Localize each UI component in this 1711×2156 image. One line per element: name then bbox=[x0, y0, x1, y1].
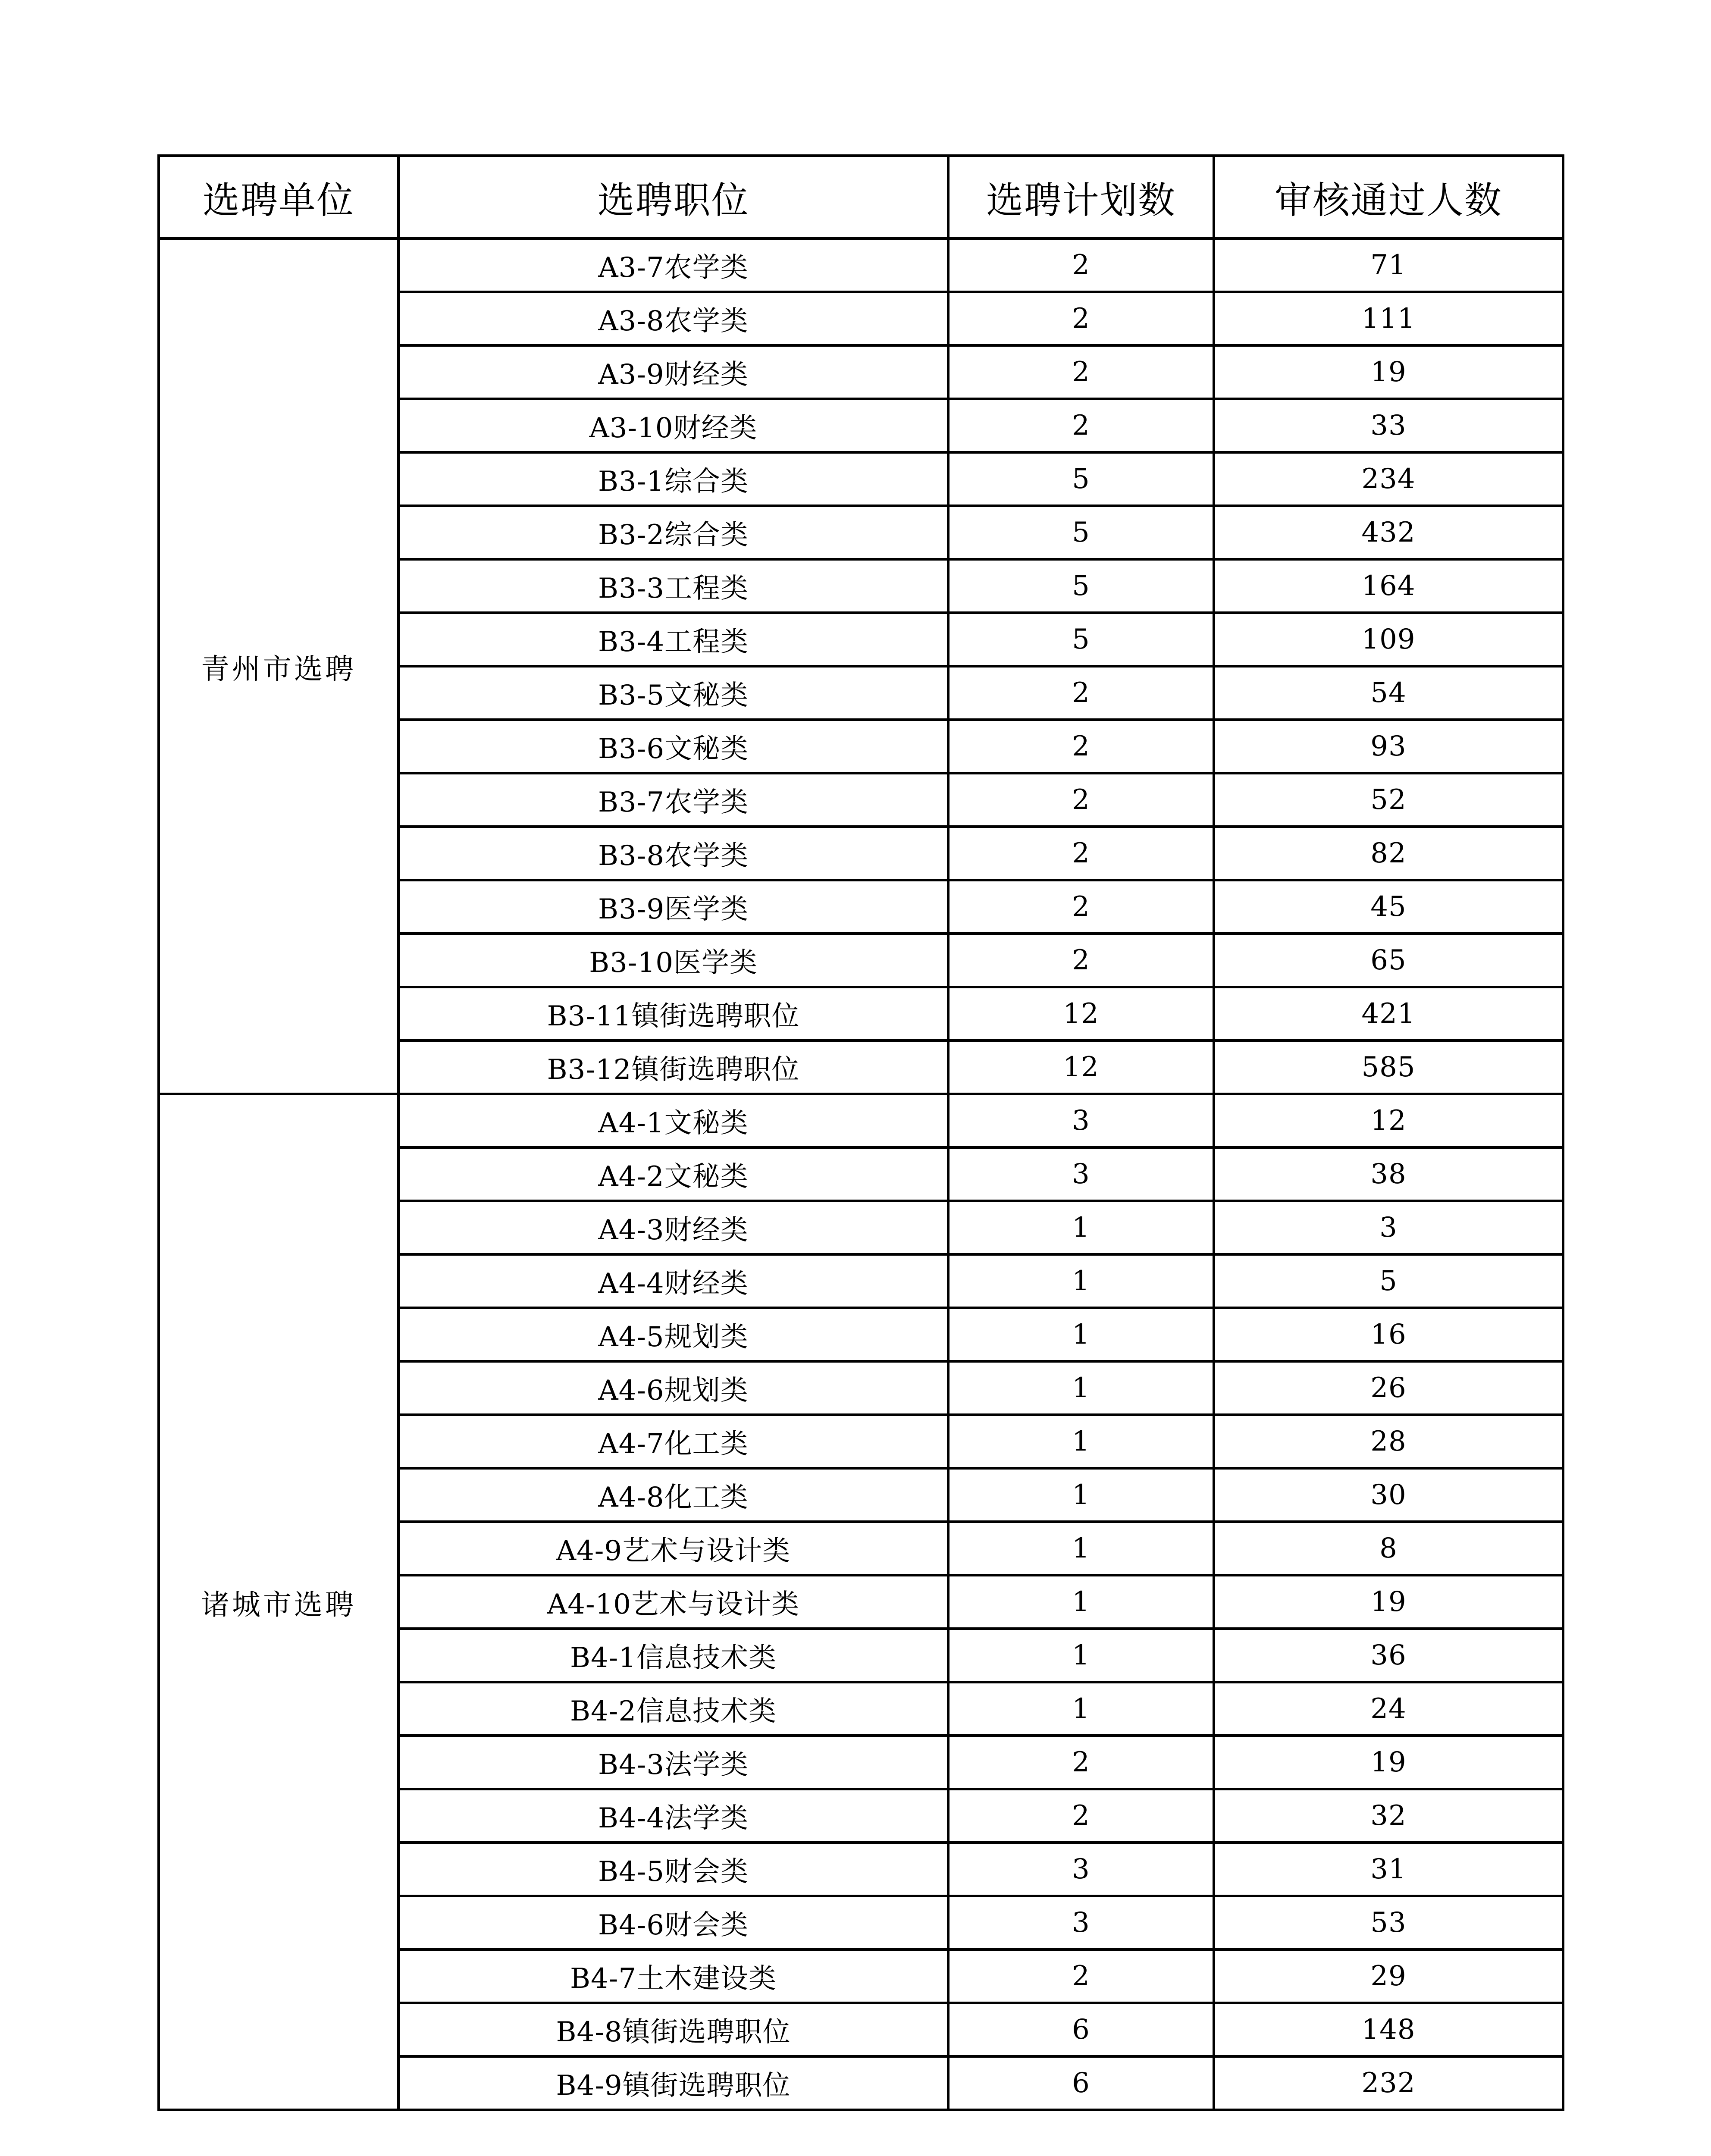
header-unit: 选聘单位 bbox=[159, 156, 398, 238]
passed-count-cell: 36 bbox=[1214, 1629, 1563, 1682]
passed-count-cell: 8 bbox=[1214, 1522, 1563, 1575]
unit-cell: 青州市选聘 bbox=[159, 238, 398, 1094]
passed-count-cell: 32 bbox=[1214, 1789, 1563, 1843]
plan-count-cell: 2 bbox=[948, 934, 1214, 987]
plan-count-cell: 2 bbox=[948, 238, 1214, 292]
passed-count-cell: 71 bbox=[1214, 238, 1563, 292]
position-cell: A4-7化工类 bbox=[398, 1415, 948, 1468]
plan-count-cell: 12 bbox=[948, 987, 1214, 1040]
plan-count-cell: 1 bbox=[948, 1682, 1214, 1736]
position-cell: B3-10医学类 bbox=[398, 934, 948, 987]
plan-count-cell: 3 bbox=[948, 1843, 1214, 1896]
position-cell: A4-2文秘类 bbox=[398, 1147, 948, 1201]
passed-count-cell: 24 bbox=[1214, 1682, 1563, 1736]
plan-count-cell: 2 bbox=[948, 720, 1214, 773]
passed-count-cell: 16 bbox=[1214, 1308, 1563, 1361]
passed-count-cell: 31 bbox=[1214, 1843, 1563, 1896]
plan-count-cell: 3 bbox=[948, 1896, 1214, 1949]
position-cell: A3-8农学类 bbox=[398, 292, 948, 345]
plan-count-cell: 1 bbox=[948, 1201, 1214, 1254]
plan-count-cell: 1 bbox=[948, 1254, 1214, 1308]
position-cell: B3-8农学类 bbox=[398, 827, 948, 880]
table-body bbox=[159, 238, 1563, 2110]
header-plan-count: 选聘计划数 bbox=[948, 156, 1214, 238]
passed-count-cell: 52 bbox=[1214, 773, 1563, 827]
passed-count-cell: 38 bbox=[1214, 1147, 1563, 1201]
position-cell: A3-9财经类 bbox=[398, 345, 948, 399]
plan-count-cell: 5 bbox=[948, 559, 1214, 613]
passed-count-cell: 111 bbox=[1214, 292, 1563, 345]
header-passed-count: 审核通过人数 bbox=[1214, 156, 1563, 238]
passed-count-cell: 29 bbox=[1214, 1949, 1563, 2003]
position-cell: B4-9镇街选聘职位 bbox=[398, 2056, 948, 2110]
plan-count-cell: 6 bbox=[948, 2003, 1214, 2056]
position-cell: B4-6财会类 bbox=[398, 1896, 948, 1949]
passed-count-cell: 26 bbox=[1214, 1361, 1563, 1415]
passed-count-cell: 45 bbox=[1214, 880, 1563, 934]
position-cell: B3-5文秘类 bbox=[398, 666, 948, 720]
passed-count-cell: 109 bbox=[1214, 613, 1563, 666]
plan-count-cell: 5 bbox=[948, 452, 1214, 506]
position-cell: A4-1文秘类 bbox=[398, 1094, 948, 1147]
plan-count-cell: 5 bbox=[948, 613, 1214, 666]
position-cell: A4-6规划类 bbox=[398, 1361, 948, 1415]
passed-count-cell: 164 bbox=[1214, 559, 1563, 613]
plan-count-cell: 2 bbox=[948, 345, 1214, 399]
position-cell: B3-3工程类 bbox=[398, 559, 948, 613]
plan-count-cell: 2 bbox=[948, 827, 1214, 880]
table-header-row bbox=[159, 156, 1563, 238]
plan-count-cell: 2 bbox=[948, 1736, 1214, 1789]
position-cell: A4-9艺术与设计类 bbox=[398, 1522, 948, 1575]
plan-count-cell: 3 bbox=[948, 1094, 1214, 1147]
plan-count-cell: 12 bbox=[948, 1040, 1214, 1094]
position-cell: B4-4法学类 bbox=[398, 1789, 948, 1843]
plan-count-cell: 1 bbox=[948, 1629, 1214, 1682]
passed-count-cell: 421 bbox=[1214, 987, 1563, 1040]
passed-count-cell: 232 bbox=[1214, 2056, 1563, 2110]
plan-count-cell: 2 bbox=[948, 399, 1214, 452]
passed-count-cell: 12 bbox=[1214, 1094, 1563, 1147]
passed-count-cell: 5 bbox=[1214, 1254, 1563, 1308]
passed-count-cell: 432 bbox=[1214, 506, 1563, 559]
passed-count-cell: 28 bbox=[1214, 1415, 1563, 1468]
plan-count-cell: 3 bbox=[948, 1147, 1214, 1201]
position-cell: A3-10财经类 bbox=[398, 399, 948, 452]
position-cell: B4-2信息技术类 bbox=[398, 1682, 948, 1736]
table-row bbox=[159, 1094, 1563, 1147]
passed-count-cell: 82 bbox=[1214, 827, 1563, 880]
plan-count-cell: 2 bbox=[948, 1949, 1214, 2003]
plan-count-cell: 1 bbox=[948, 1308, 1214, 1361]
plan-count-cell: 2 bbox=[948, 666, 1214, 720]
plan-count-cell: 1 bbox=[948, 1468, 1214, 1522]
header-position: 选聘职位 bbox=[398, 156, 948, 238]
position-cell: A4-5规划类 bbox=[398, 1308, 948, 1361]
plan-count-cell: 2 bbox=[948, 773, 1214, 827]
passed-count-cell: 19 bbox=[1214, 345, 1563, 399]
plan-count-cell: 1 bbox=[948, 1575, 1214, 1629]
position-cell: B3-12镇街选聘职位 bbox=[398, 1040, 948, 1094]
position-cell: B4-8镇街选聘职位 bbox=[398, 2003, 948, 2056]
passed-count-cell: 30 bbox=[1214, 1468, 1563, 1522]
passed-count-cell: 93 bbox=[1214, 720, 1563, 773]
passed-count-cell: 148 bbox=[1214, 2003, 1563, 2056]
position-cell: B4-1信息技术类 bbox=[398, 1629, 948, 1682]
plan-count-cell: 1 bbox=[948, 1361, 1214, 1415]
passed-count-cell: 585 bbox=[1214, 1040, 1563, 1094]
passed-count-cell: 65 bbox=[1214, 934, 1563, 987]
plan-count-cell: 1 bbox=[948, 1415, 1214, 1468]
position-cell: B3-7农学类 bbox=[398, 773, 948, 827]
position-cell: A4-10艺术与设计类 bbox=[398, 1575, 948, 1629]
position-cell: A4-4财经类 bbox=[398, 1254, 948, 1308]
passed-count-cell: 33 bbox=[1214, 399, 1563, 452]
unit-cell: 诸城市选聘 bbox=[159, 1094, 398, 2110]
position-cell: A3-7农学类 bbox=[398, 238, 948, 292]
passed-count-cell: 3 bbox=[1214, 1201, 1563, 1254]
plan-count-cell: 2 bbox=[948, 1789, 1214, 1843]
recruitment-table bbox=[157, 154, 1564, 2111]
passed-count-cell: 53 bbox=[1214, 1896, 1563, 1949]
passed-count-cell: 54 bbox=[1214, 666, 1563, 720]
plan-count-cell: 6 bbox=[948, 2056, 1214, 2110]
table-row bbox=[159, 238, 1563, 292]
passed-count-cell: 19 bbox=[1214, 1736, 1563, 1789]
passed-count-cell: 19 bbox=[1214, 1575, 1563, 1629]
plan-count-cell: 1 bbox=[948, 1522, 1214, 1575]
position-cell: B4-7土木建设类 bbox=[398, 1949, 948, 2003]
plan-count-cell: 2 bbox=[948, 292, 1214, 345]
position-cell: B4-3法学类 bbox=[398, 1736, 948, 1789]
position-cell: B3-11镇街选聘职位 bbox=[398, 987, 948, 1040]
plan-count-cell: 5 bbox=[948, 506, 1214, 559]
position-cell: B3-1综合类 bbox=[398, 452, 948, 506]
position-cell: B3-4工程类 bbox=[398, 613, 948, 666]
position-cell: A4-8化工类 bbox=[398, 1468, 948, 1522]
position-cell: B3-6文秘类 bbox=[398, 720, 948, 773]
plan-count-cell: 2 bbox=[948, 880, 1214, 934]
passed-count-cell: 234 bbox=[1214, 452, 1563, 506]
position-cell: B3-2综合类 bbox=[398, 506, 948, 559]
position-cell: B3-9医学类 bbox=[398, 880, 948, 934]
position-cell: B4-5财会类 bbox=[398, 1843, 948, 1896]
position-cell: A4-3财经类 bbox=[398, 1201, 948, 1254]
